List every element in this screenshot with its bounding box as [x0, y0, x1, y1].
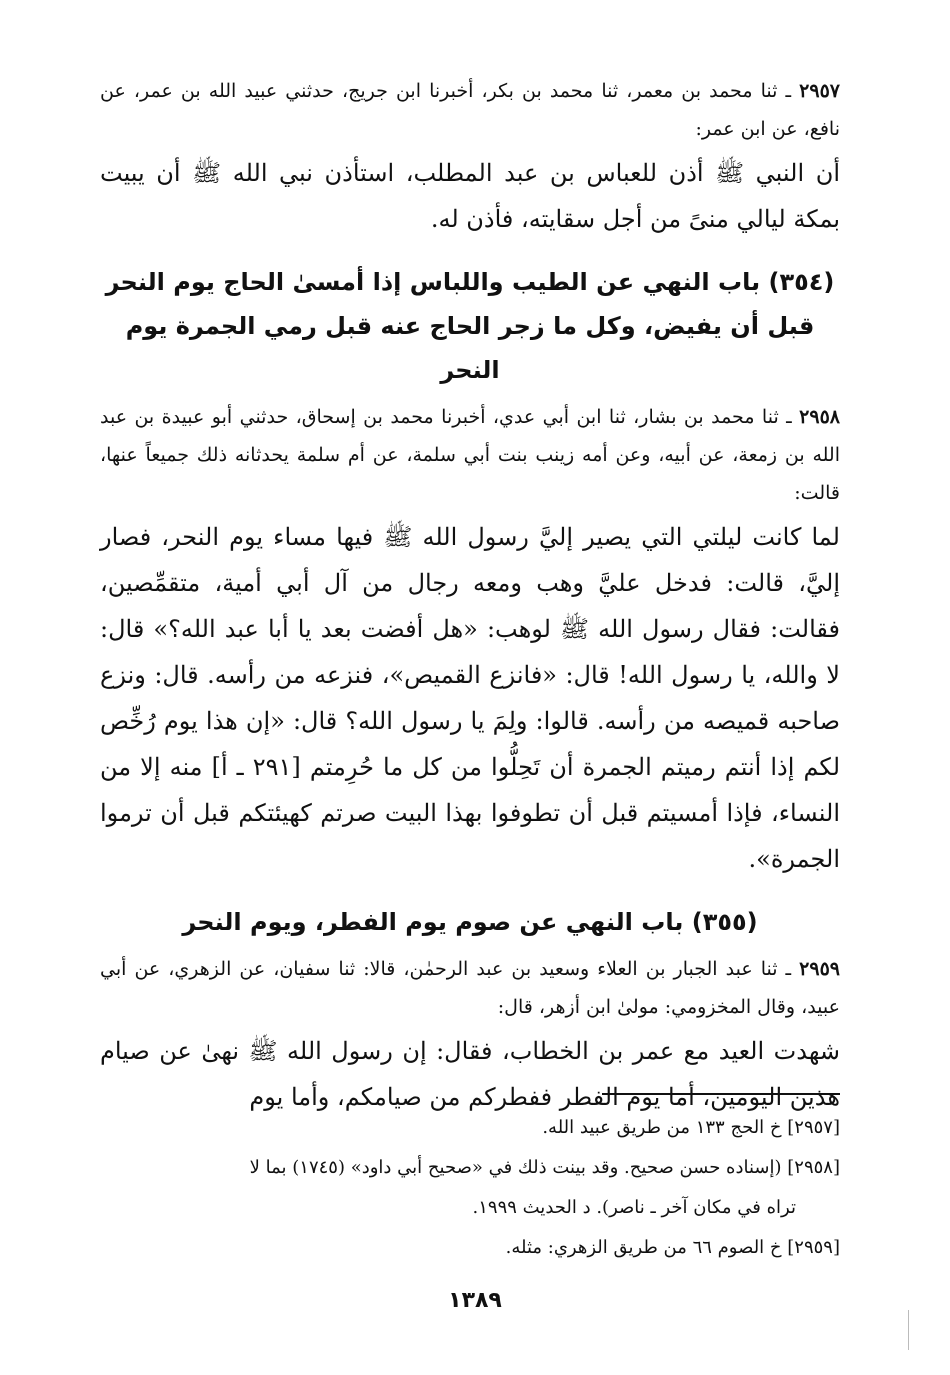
- page-body: [100, 72, 840, 1120]
- footnote-ref: [٢٩٥٨]: [787, 1157, 840, 1178]
- hadith-2958-isnad: [100, 398, 840, 512]
- margin-mark: [908, 1310, 909, 1350]
- footnote-text: (إسناده حسن صحيح. وقد بينت ذلك في «صحيح أبي داود» (١٧٤٥) بما لا: [249, 1157, 782, 1178]
- hadith-2957-matn: أن النبي ﷺ أذن للعباس بن عبد المطلب، استأذن نبي الله ﷺ أن يبيت بمكة ليالي منىً من أجل سقايته، فأذن له.: [100, 159, 840, 233]
- footnote-text: خ الحج ١٣٣ من طريق عبيد الله.: [542, 1117, 782, 1138]
- hadith-2959-matn: شهدت العيد مع عمر بن الخطاب، فقال: إن رسول الله ﷺ نهىٰ عن صيام هذين اليومين، أما يوم الفطر ففطركم من صيامكم، وأما يوم: [100, 1037, 840, 1111]
- hadith-number: ٢٩٥٧: [799, 80, 840, 102]
- chapter-354-line-2: قبل أن يفيض، وكل ما زجر الحاج عنه قبل رمي الجمرة يوم النحر: [125, 312, 815, 384]
- isnad-text: ـ ثنا عبد الجبار بن العلاء وسعيد بن عبد الرحمٰن، قالا: ثنا سفيان، عن الزهري، عن أبي عبيد، وقال المخزومي: مولىٰ ابن أزهر، قال:: [100, 958, 840, 1018]
- chapter-355-heading: [100, 900, 840, 944]
- isnad-text: ـ ثنا محمد بن بشار، ثنا ابن أبي عدي، أخبرنا محمد بن إسحاق، حدثني أبو عبيدة بن عبد الله بن زمعة، عن أبيه، وعن أمه زينب بنت أبي سلمة، عن أم سلمة يحدثانه ذلك جميعاً عنها، قالت:: [100, 406, 840, 504]
- footnote-ref: [٢٩٥٧]: [787, 1117, 840, 1138]
- footnote-separator: [602, 1093, 840, 1095]
- hadith-2959-isnad: [100, 950, 840, 1026]
- hadith-2958-matn: لما كانت ليلتي التي يصير إليَّ رسول الله ﷺ فيها مساء يوم النحر، فصار إليَّ، قالت: فدخل عليَّ وهب ومعه رجال من آل أبي أمية، متقمِّصين، فقالت: فقال رسول الله ﷺ لوهب: «هل أفضت بعد يا أبا عبد الله؟» قال: لا والله، يا رسول الله! قال: «فانزع القميص»، فنزعه من رأسه. قال: ونزع صاحبه قميصه من رأسه. قالوا: ولِمَ يا رسول الله؟ قال: «إن هذا يوم رُخِّص لكم إذا أنتم رميتم الجمرة أن تَحِلُّوا من كل ما حُرِمتم [٢٩١ ـ أ] منه إلا من النساء، فإذا أمسيتم قبل أن تطوفوا بهذا البيت صرتم كهيئتكم قبل أن ترموا الجمرة».: [100, 523, 841, 873]
- footnote-2957: [100, 1108, 840, 1148]
- hadith-2957-isnad: [100, 72, 840, 148]
- chapter-354-line-1: (٣٥٤) باب النهي عن الطيب واللباس إذا أمسىٰ الحاج يوم النحر: [105, 268, 835, 296]
- isnad-text: ـ ثنا محمد بن معمر، ثنا محمد بن بكر، أخبرنا ابن جريج، حدثني عبيد الله بن عمر، عن نافع، عن ابن عمر:: [100, 80, 840, 140]
- footnote-continuation: تراه في مكان آخر ـ ناصر). د الحديث ١٩٩٩.: [472, 1197, 796, 1218]
- chapter-354-heading: [100, 260, 840, 392]
- hadith-number: ٢٩٥٩: [799, 958, 840, 980]
- chapter-355-line-1: (٣٥٥) باب النهي عن صوم يوم الفطر، ويوم النحر: [182, 908, 758, 936]
- footnote-text: خ الصوم ٦٦ من طريق الزهري: مثله.: [505, 1237, 782, 1258]
- footnote-2958: [100, 1148, 840, 1228]
- hadith-number: ٢٩٥٨: [799, 406, 840, 428]
- footnote-ref: [٢٩٥٩]: [787, 1237, 840, 1258]
- footnote-2959: [100, 1228, 840, 1268]
- page-number: ١٣٨٩: [448, 1288, 502, 1313]
- footnotes: [100, 1108, 840, 1268]
